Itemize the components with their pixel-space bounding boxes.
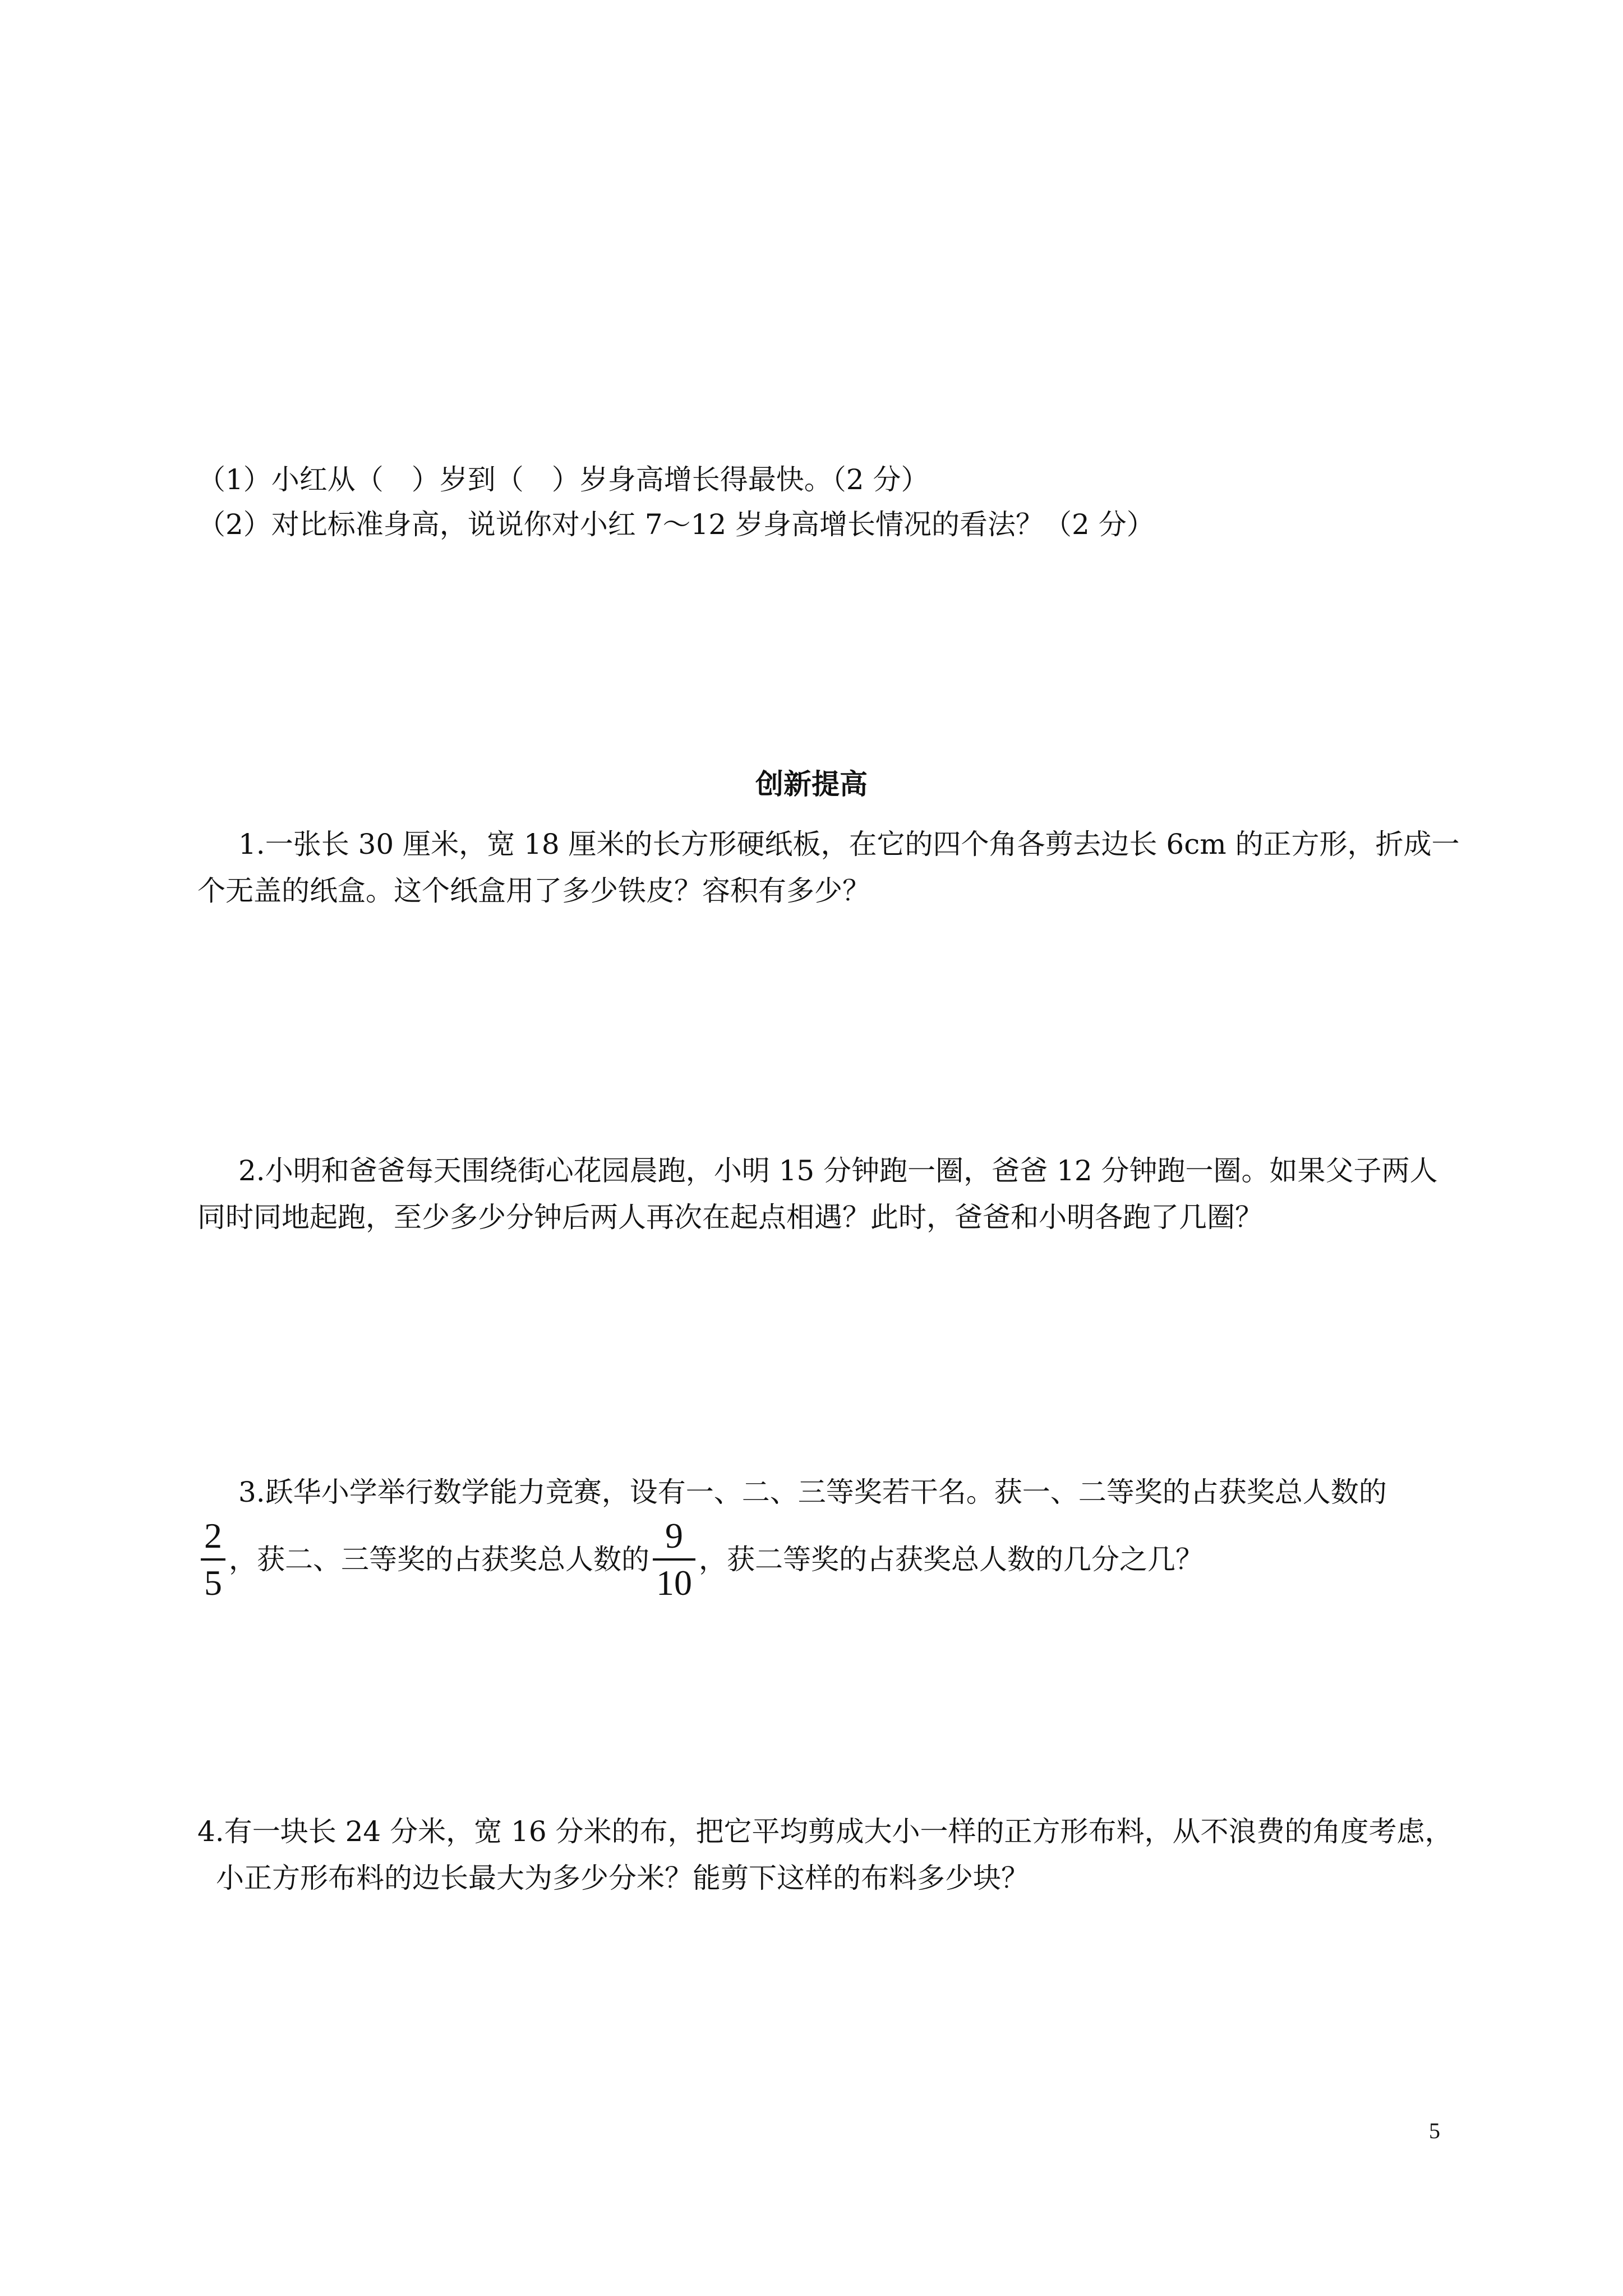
problem-3-line-2 bbox=[197, 1515, 1204, 1604]
problem-3-line-1: 3.跃华小学举行数学能力竞赛，设有一、二、三等奖若干名。获一、二等奖的占获奖总人数的 bbox=[238, 1476, 1387, 1508]
problem-4-line-2: 小正方形布料的边长最大为多少分米？能剪下这样的布料多少块？ bbox=[216, 1862, 1029, 1894]
problem-2-line-1: 2.小明和爸爸每天围绕街心花园晨跑，小明 15 分钟跑一圈，爸爸 12 分钟跑一圈。如果父子两人 bbox=[238, 1154, 1438, 1187]
problem-3-mid-text: ，获二、三等奖的占获奖总人数的 bbox=[229, 1543, 649, 1576]
page-number: 5 bbox=[1429, 2118, 1440, 2143]
problem-3-end-text: ，获二等奖的占获奖总人数的几分之几？ bbox=[699, 1543, 1204, 1576]
fraction-denominator: 10 bbox=[656, 1563, 692, 1603]
problem-4-line-1: 4.有一块长 24 分米，宽 16 分米的布，把它平均剪成大小一样的正方形布料，从不浪费的角度考虑， bbox=[197, 1815, 1453, 1848]
problem-1-line-2: 个无盖的纸盒。这个纸盒用了多少铁皮？容积有多少？ bbox=[197, 875, 870, 907]
subquestion-1: （1）小红从（ ）岁到（ ）岁身高增长得最快。（2 分） bbox=[197, 463, 929, 496]
fraction-denominator: 5 bbox=[204, 1563, 222, 1603]
subquestion-2: （2）对比标准身高，说说你对小红 7～12 岁身高增长情况的看法？（2 分） bbox=[197, 508, 1155, 541]
problem-1-line-1: 1.一张长 30 厘米，宽 18 厘米的长方形硬纸板，在它的四个角各剪去边长 6cm 的正方形，折成一 bbox=[238, 828, 1460, 861]
fraction-two-fifths bbox=[201, 1518, 225, 1601]
section-title: 创新提高 bbox=[755, 767, 868, 800]
problem-2-line-2: 同时同地起跑，至少多少分钟后两人再次在起点相遇？此时，爸爸和小明各跑了几圈？ bbox=[197, 1201, 1263, 1234]
fraction-nine-tenths bbox=[653, 1518, 695, 1601]
fraction-numerator: 9 bbox=[653, 1518, 695, 1561]
fraction-numerator: 2 bbox=[201, 1518, 225, 1561]
